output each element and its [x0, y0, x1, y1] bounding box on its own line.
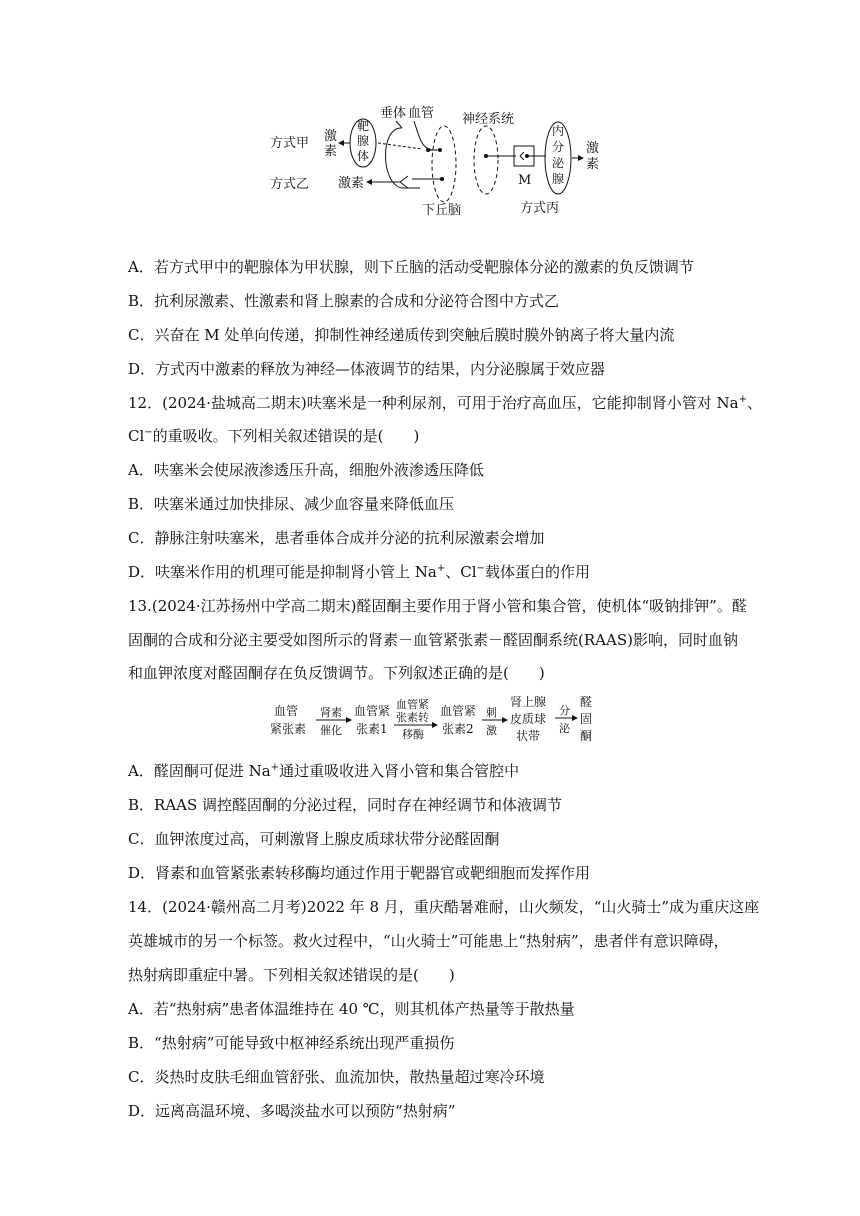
- q12-option-b: B．呋塞米通过加快排尿、减少血容量来降低血压: [128, 495, 455, 513]
- node-aldosterone-3: 酮: [580, 729, 593, 743]
- edge-secrete-bottom: 泌: [559, 722, 570, 735]
- edge-ace-3: 移酶: [402, 728, 424, 741]
- label-nervous-system: 神经系统: [462, 112, 515, 127]
- q14-option-b: B．“热射病”可能导致中枢神经系统出现严重损伤: [128, 1034, 455, 1052]
- edge-secrete-top: 分: [559, 704, 570, 717]
- label-hormone-bing-1: 激: [586, 141, 600, 156]
- node-angiotensinogen-1: 血管: [274, 704, 299, 718]
- q14-option-a: A．若“热射病”患者体温维持在 40 ℃，则其机体产热量等于散热量: [128, 1000, 575, 1018]
- label-hormone-jia-1: 激: [324, 129, 338, 144]
- q13-stem-line-3: 和血钾浓度对醛固酮存在负反馈调节。下列叙述正确的是( ): [128, 664, 545, 682]
- q13-option-d: D．肾素和血管紧张素转移酶均通过作用于靶器官或靶细胞而发挥作用: [128, 864, 591, 882]
- label-mode-jia: 方式甲: [270, 136, 310, 151]
- q13-option-b: B．RAAS 调控醛固酮的分泌过程，同时存在神经调节和体液调节: [128, 796, 563, 814]
- label-mode-bing: 方式丙: [520, 201, 560, 216]
- label-m: M: [518, 173, 532, 188]
- label-mode-yi: 方式乙: [270, 177, 310, 192]
- q12-stem-line-2: Cl−的重吸收。下列相关叙述错误的是( ): [128, 427, 420, 445]
- edge-stimulate-top: 刺: [486, 706, 497, 719]
- q14-option-d: D．远离高温环境、多喝淡盐水可以预防“热射病”: [128, 1102, 456, 1120]
- node-angiotensin2-1: 血管紧: [440, 704, 477, 718]
- label-endocrine-2: 分: [552, 140, 565, 154]
- edge-ace-1: 血管紧: [396, 698, 429, 711]
- edge-stimulate-bottom: 激: [486, 724, 497, 737]
- node-angiotensin2-2: 张素2: [442, 722, 474, 736]
- edge-renin-bottom: 催化: [320, 724, 342, 737]
- q14-stem-line-3: 热射病即重症中暑。下列相关叙述错误的是( ): [128, 966, 455, 984]
- label-hormone-bing-2: 素: [586, 157, 600, 172]
- q11-option-d: D．方式丙中激素的释放为神经—体液调节的结果，内分泌腺属于效应器: [128, 360, 606, 378]
- nervous-system-ellipse: [474, 126, 498, 194]
- raas-flow-figure: [268, 696, 598, 748]
- node-zona-glomerulosa-3: 状带: [516, 729, 541, 743]
- edge-renin-top: 肾素: [320, 706, 342, 719]
- q12-option-d: D．呋塞米作用的机理可能是抑制肾小管上 Na+、Cl−载体蛋白的作用: [128, 563, 590, 581]
- label-endocrine-3: 泌: [552, 156, 565, 170]
- node-zona-glomerulosa-1: 肾上腺: [510, 696, 547, 709]
- q11-option-a: A．若方式甲中的靶腺体为甲状腺，则下丘脑的活动受靶腺体分泌的激素的负反馈调节: [128, 258, 694, 276]
- label-target-2: 腺: [357, 134, 370, 148]
- node-angiotensinogen-2: 紧张素: [270, 722, 307, 736]
- q12-option-c: C．静脉注射呋塞米，患者垂体合成并分泌的抗利尿激素会增加: [128, 529, 545, 547]
- label-pituitary: 垂体: [380, 106, 407, 121]
- node-aldosterone-1: 醛: [580, 696, 593, 709]
- q11-option-b: B．抗利尿激素、性激素和肾上腺素的合成和分泌符合图中方式乙: [128, 292, 560, 310]
- q11-option-c: C．兴奋在 M 处单向传递，抑制性神经递质传到突触后膜时膜外钠离子将大量内流: [128, 326, 675, 344]
- q13-option-a: A．醛固酮可促进 Na+通过重吸收进入肾小管和集合管腔中: [128, 762, 520, 780]
- label-endocrine-1: 内: [552, 124, 565, 138]
- label-hypothalamus: 下丘脑: [422, 203, 462, 218]
- label-vessel: 血管: [408, 106, 435, 121]
- edge-ace-2: 张素转: [396, 711, 429, 724]
- regulation-modes-figure: [262, 100, 602, 220]
- q12-option-a: A．呋塞米会使尿液渗透压升高，细胞外液渗透压降低: [128, 461, 484, 479]
- label-hormone-jia-2: 素: [324, 144, 338, 159]
- node-aldosterone-2: 固: [580, 712, 593, 726]
- label-endocrine-4: 腺: [552, 172, 565, 186]
- q13-stem-line-2: 固酮的合成和分泌主要受如图所示的肾素－血管紧张素－醛固酮系统(RAAS)影响，同时血钠: [128, 631, 738, 649]
- node-angiotensin1-1: 血管紧: [354, 704, 391, 718]
- q14-stem-line-2: 英雄城市的另一个标签。救火过程中，“山火骑士”可能患上“热射病”，患者伴有意识障碍，: [128, 932, 729, 950]
- hypothalamus-ellipse: [432, 126, 456, 202]
- q14-option-c: C．炎热时皮肤毛细血管舒张、血流加快，散热量超过寒冷环境: [128, 1068, 545, 1086]
- node-angiotensin1-2: 张素1: [356, 722, 388, 736]
- label-target-3: 体: [357, 149, 370, 163]
- label-target-1: 靶: [357, 119, 370, 133]
- q13-option-c: C．血钾浓度过高，可刺激肾上腺皮质球状带分泌醛固酮: [128, 830, 500, 848]
- q12-stem-line-1: 12．(2024·盐城高二期末)呋塞米是一种利尿剂，可用于治疗高血压，它能抑制肾小管对 Na+、: [128, 394, 762, 412]
- node-zona-glomerulosa-2: 皮质球: [510, 712, 547, 726]
- q13-stem-line-1: 13.(2024·江苏扬州中学高二期末)醛固酮主要作用于肾小管和集合管，使机体“吸钠排钾”。醛: [128, 597, 747, 615]
- label-hormone-yi: 激素: [338, 176, 365, 191]
- q14-stem-line-1: 14．(2024·赣州高二月考)2022 年 8 月，重庆酷暑难耐，山火频发，“山火骑士”成为重庆这座: [128, 898, 760, 916]
